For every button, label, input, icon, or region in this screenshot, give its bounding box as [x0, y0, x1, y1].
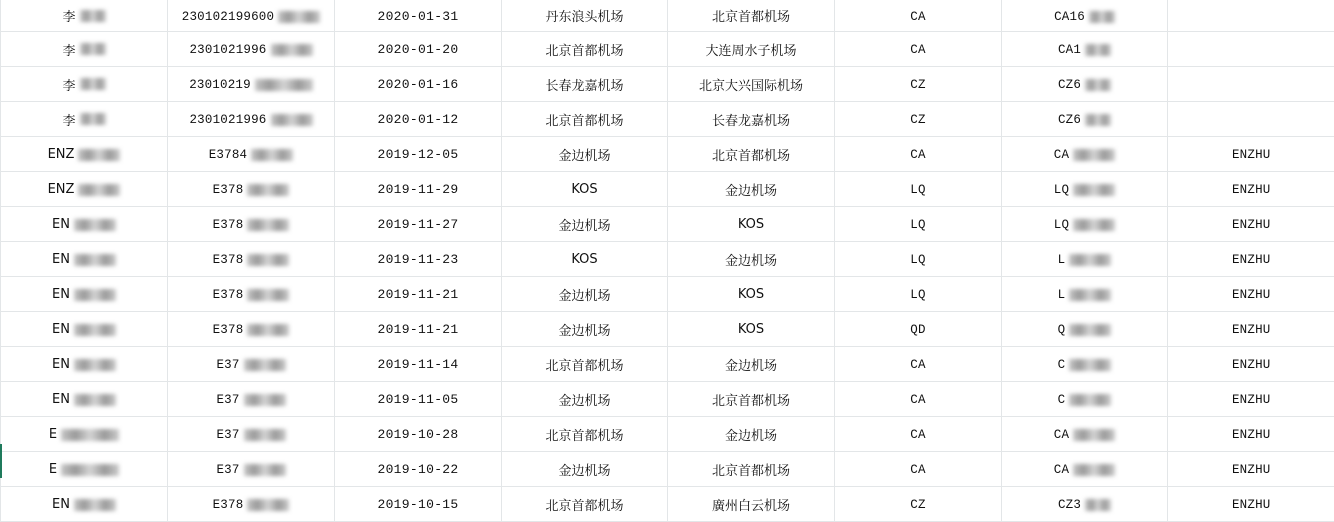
cell-airline-code: CZ: [835, 102, 1002, 137]
cell-airline-code: LQ: [835, 242, 1002, 277]
redacted-text: [247, 499, 289, 511]
redacted-text: [74, 219, 116, 231]
table-row[interactable]: [1, 417, 1334, 452]
redacted-text: [247, 289, 289, 301]
table-row[interactable]: [1, 102, 1334, 137]
redacted-text: [1085, 79, 1111, 91]
cell-flight-date: 2020-01-20: [335, 32, 502, 67]
cell-destination-airport: 金边机场: [668, 172, 835, 207]
cell-passenger-name: EN: [1, 277, 168, 312]
cell-flight-date: 2020-01-16: [335, 67, 502, 102]
cell-flight-number: CZ6: [1002, 67, 1168, 102]
cell-destination-airport: KOS: [668, 277, 835, 312]
cell-destination-airport: 北京大兴国际机场: [668, 67, 835, 102]
cell-passenger-name: E: [1, 417, 168, 452]
cell-destination-airport: 北京首都机场: [668, 452, 835, 487]
cell-flight-number: CZ6: [1002, 102, 1168, 137]
cell-id-number: 2301021996: [168, 102, 335, 137]
redacted-text: [1073, 219, 1115, 231]
table-row[interactable]: [1, 207, 1334, 242]
table-row[interactable]: [1, 172, 1334, 207]
redacted-text: [1085, 44, 1111, 56]
cell-airline-code: CZ: [835, 487, 1002, 522]
cell-airline-code: LQ: [835, 207, 1002, 242]
cell-passenger-name: ENZ: [1, 137, 168, 172]
redacted-text: [244, 429, 286, 441]
cell-origin-airport: 金边机场: [502, 277, 668, 312]
redacted-text: [74, 324, 116, 336]
cell-destination-airport: 北京首都机场: [668, 382, 835, 417]
redacted-text: [78, 149, 120, 161]
cell-passenger-name: E: [1, 452, 168, 487]
cell-id-number: E378: [168, 277, 335, 312]
cell-origin-airport: 北京首都机场: [502, 417, 668, 452]
cell-flight-number: CZ3: [1002, 487, 1168, 522]
cell-origin-airport: 北京首都机场: [502, 32, 668, 67]
cell-flight-number: CA1: [1002, 32, 1168, 67]
table-row[interactable]: [1, 242, 1334, 277]
cell-origin-airport: 金边机场: [502, 382, 668, 417]
cell-passenger-name: 李: [1, 0, 168, 32]
redacted-text: [1069, 254, 1111, 266]
cell-tag: ENZHU: [1168, 242, 1334, 277]
cell-passenger-name: 李: [1, 32, 168, 67]
cell-id-number: E37: [168, 452, 335, 487]
table-row[interactable]: [1, 312, 1334, 347]
cell-tag: ENZHU: [1168, 207, 1334, 242]
redacted-text: [1085, 499, 1111, 511]
redacted-text: [1073, 149, 1115, 161]
cell-destination-airport: KOS: [668, 207, 835, 242]
redacted-text: [1073, 464, 1115, 476]
cell-airline-code: QD: [835, 312, 1002, 347]
cell-airline-code: CZ: [835, 67, 1002, 102]
table-row[interactable]: [1, 0, 1334, 32]
cell-destination-airport: 金边机场: [668, 417, 835, 452]
cell-passenger-name: 李: [1, 67, 168, 102]
cell-id-number: 23010219: [168, 67, 335, 102]
cell-id-number: E3784: [168, 137, 335, 172]
redacted-text: [80, 78, 106, 90]
cell-destination-airport: 北京首都机场: [668, 0, 835, 32]
cell-destination-airport: 大连周水子机场: [668, 32, 835, 67]
cell-origin-airport: 金边机场: [502, 312, 668, 347]
cell-flight-date: 2019-11-14: [335, 347, 502, 382]
cell-id-number: 230102199600: [168, 0, 335, 32]
redacted-text: [1073, 429, 1115, 441]
cell-flight-date: 2019-11-05: [335, 382, 502, 417]
redacted-text: [1069, 324, 1111, 336]
cell-tag: ENZHU: [1168, 417, 1334, 452]
table-row[interactable]: [1, 67, 1334, 102]
cell-passenger-name: ENZ: [1, 172, 168, 207]
table-row[interactable]: [1, 277, 1334, 312]
cell-tag: ENZHU: [1168, 452, 1334, 487]
cell-tag: ENZHU: [1168, 347, 1334, 382]
cell-flight-number: Q: [1002, 312, 1168, 347]
cell-airline-code: CA: [835, 347, 1002, 382]
cell-tag: ENZHU: [1168, 382, 1334, 417]
redacted-text: [1069, 394, 1111, 406]
table-row[interactable]: [1, 137, 1334, 172]
cell-airline-code: CA: [835, 137, 1002, 172]
cell-origin-airport: 长春龙嘉机场: [502, 67, 668, 102]
cell-flight-number: L: [1002, 242, 1168, 277]
cell-flight-date: 2019-11-23: [335, 242, 502, 277]
cell-destination-airport: 北京首都机场: [668, 137, 835, 172]
cell-destination-airport: KOS: [668, 312, 835, 347]
table-row[interactable]: [1, 347, 1334, 382]
cell-id-number: E378: [168, 172, 335, 207]
cell-airline-code: CA: [835, 0, 1002, 32]
cell-origin-airport: 北京首都机场: [502, 347, 668, 382]
cell-id-number: E378: [168, 207, 335, 242]
cell-passenger-name: EN: [1, 487, 168, 522]
cell-flight-date: 2019-10-15: [335, 487, 502, 522]
redacted-text: [80, 113, 106, 125]
table-row[interactable]: [1, 487, 1334, 522]
cell-origin-airport: 金边机场: [502, 207, 668, 242]
table-row[interactable]: [1, 452, 1334, 487]
cell-origin-airport: 丹东浪头机场: [502, 0, 668, 32]
cell-origin-airport: KOS: [502, 172, 668, 207]
redacted-text: [1069, 289, 1111, 301]
redacted-text: [247, 254, 289, 266]
redacted-text: [244, 464, 286, 476]
cell-tag: ENZHU: [1168, 277, 1334, 312]
cell-flight-number: L: [1002, 277, 1168, 312]
cell-flight-date: 2019-12-05: [335, 137, 502, 172]
redacted-text: [247, 219, 289, 231]
cell-passenger-name: EN: [1, 207, 168, 242]
redacted-text: [61, 429, 119, 441]
redacted-text: [1073, 184, 1115, 196]
cell-flight-number: LQ: [1002, 172, 1168, 207]
redacted-text: [247, 184, 289, 196]
cell-flight-date: 2019-11-21: [335, 312, 502, 347]
redacted-text: [271, 44, 313, 56]
cell-flight-date: 2019-11-29: [335, 172, 502, 207]
cell-flight-date: 2019-10-22: [335, 452, 502, 487]
redacted-text: [1069, 359, 1111, 371]
cell-origin-airport: KOS: [502, 242, 668, 277]
cell-tag: ENZHU: [1168, 312, 1334, 347]
cell-tag: [1168, 0, 1334, 32]
cell-tag: [1168, 32, 1334, 67]
cell-flight-number: C: [1002, 382, 1168, 417]
cell-origin-airport: 北京首都机场: [502, 487, 668, 522]
redacted-text: [74, 359, 116, 371]
redacted-text: [61, 464, 119, 476]
cell-origin-airport: 金边机场: [502, 452, 668, 487]
redacted-text: [278, 11, 320, 23]
cell-flight-number: CA16: [1002, 0, 1168, 32]
cell-destination-airport: 金边机场: [668, 242, 835, 277]
cell-flight-number: CA: [1002, 452, 1168, 487]
redacted-text: [244, 359, 286, 371]
redacted-text: [80, 43, 106, 55]
cell-flight-number: C: [1002, 347, 1168, 382]
redacted-text: [74, 499, 116, 511]
table-row[interactable]: [1, 382, 1334, 417]
cell-passenger-name: EN: [1, 312, 168, 347]
cell-flight-date: 2020-01-31: [335, 0, 502, 32]
redacted-text: [244, 394, 286, 406]
cell-flight-date: 2019-11-27: [335, 207, 502, 242]
cell-passenger-name: 李: [1, 102, 168, 137]
cell-airline-code: LQ: [835, 277, 1002, 312]
redacted-text: [74, 394, 116, 406]
cell-passenger-name: EN: [1, 382, 168, 417]
cell-id-number: E378: [168, 312, 335, 347]
redacted-text: [251, 149, 293, 161]
cell-id-number: E378: [168, 487, 335, 522]
cell-origin-airport: 金边机场: [502, 137, 668, 172]
cell-passenger-name: EN: [1, 347, 168, 382]
redacted-text: [255, 79, 313, 91]
row-selection-marker: [0, 444, 2, 478]
cell-destination-airport: 长春龙嘉机场: [668, 102, 835, 137]
redacted-text: [74, 254, 116, 266]
redacted-text: [1085, 114, 1111, 126]
cell-flight-number: LQ: [1002, 207, 1168, 242]
cell-tag: ENZHU: [1168, 172, 1334, 207]
cell-airline-code: CA: [835, 32, 1002, 67]
cell-passenger-name: EN: [1, 242, 168, 277]
cell-destination-airport: 廣州白云机场: [668, 487, 835, 522]
cell-id-number: E37: [168, 417, 335, 452]
cell-id-number: E37: [168, 347, 335, 382]
cell-flight-date: 2019-10-28: [335, 417, 502, 452]
redacted-text: [271, 114, 313, 126]
cell-tag: ENZHU: [1168, 487, 1334, 522]
cell-flight-date: 2019-11-21: [335, 277, 502, 312]
cell-id-number: E37: [168, 382, 335, 417]
cell-origin-airport: 北京首都机场: [502, 102, 668, 137]
cell-flight-date: 2020-01-12: [335, 102, 502, 137]
redacted-text: [74, 289, 116, 301]
cell-destination-airport: 金边机场: [668, 347, 835, 382]
cell-airline-code: CA: [835, 452, 1002, 487]
cell-airline-code: CA: [835, 382, 1002, 417]
table-row[interactable]: [1, 32, 1334, 67]
table-body: [1, 0, 1334, 522]
redacted-text: [80, 10, 106, 22]
cell-airline-code: LQ: [835, 172, 1002, 207]
cell-flight-number: CA: [1002, 137, 1168, 172]
cell-id-number: E378: [168, 242, 335, 277]
cell-airline-code: CA: [835, 417, 1002, 452]
cell-flight-number: CA: [1002, 417, 1168, 452]
cell-tag: [1168, 102, 1334, 137]
cell-tag: ENZHU: [1168, 137, 1334, 172]
cell-tag: [1168, 67, 1334, 102]
redacted-text: [1089, 11, 1115, 23]
redacted-text: [78, 184, 120, 196]
redacted-text: [247, 324, 289, 336]
cell-id-number: 2301021996: [168, 32, 335, 67]
